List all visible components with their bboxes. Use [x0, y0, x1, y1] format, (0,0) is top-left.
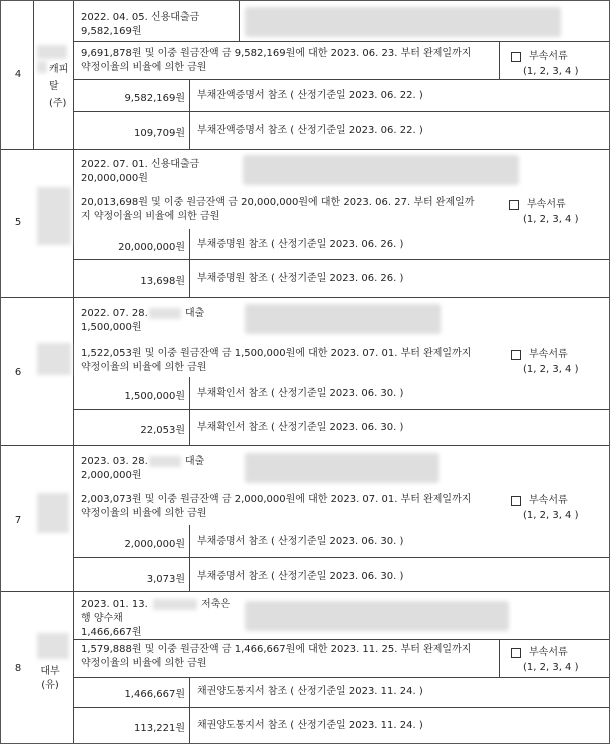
- claim-description: 약정이율의 비율에 의한 금원: [81, 508, 207, 519]
- redacted-creditor: [37, 633, 69, 659]
- principal-reference: 부채증명서 참조 ( 산정기준일 2023. 06. 30. ): [197, 536, 404, 547]
- attachment-items: (1, 2, 3, 4 ): [523, 662, 579, 673]
- claim-description: 지 약정이율의 비율에 의한 금원: [81, 211, 220, 222]
- principal-reference: 부채확인서 참조 ( 산정기준일 2023. 06. 30. ): [197, 388, 404, 399]
- attachment-label: 부속서류: [529, 647, 568, 658]
- interest-amount: 22,053원: [140, 425, 185, 436]
- attachment-checkbox[interactable]: [511, 496, 521, 506]
- row-number: 6: [14, 367, 22, 378]
- attachment-label: 부속서류: [529, 495, 568, 506]
- loan-date-type: 2022. 04. 05. 신용대출금: [81, 12, 200, 23]
- attachment-items: (1, 2, 3, 4 ): [523, 510, 579, 521]
- interest-amount: 113,221원: [133, 723, 185, 734]
- redacted-creditor: [37, 343, 71, 375]
- attachment-items: (1, 2, 3, 4 ): [523, 364, 579, 375]
- attachment-items: (1, 2, 3, 4 ): [523, 214, 579, 225]
- claim-description: 20,013,698원 및 이중 원금잔액 금 20,000,000원에 대한 2023. 06. 27. 부터 완제일까: [81, 197, 475, 208]
- attachment-label: 부속서류: [529, 51, 568, 62]
- cell-divider: [499, 639, 500, 677]
- loan-type: 대출: [185, 308, 205, 319]
- cell-divider: [189, 377, 190, 445]
- creditor-name: 대부 (유): [40, 666, 60, 691]
- redacted-creditor: [37, 187, 71, 245]
- cell-divider: [73, 111, 609, 112]
- redacted-info: [245, 453, 439, 483]
- redacted-lender: [149, 308, 181, 319]
- cell-divider: [73, 41, 609, 42]
- row-number: 5: [14, 217, 22, 228]
- attachment-checkbox[interactable]: [511, 52, 521, 62]
- interest-reference: 부채확인서 참조 ( 산정기준일 2023. 06. 30. ): [197, 422, 404, 433]
- redacted-creditor: [37, 45, 67, 59]
- attachment-checkbox[interactable]: [511, 350, 521, 360]
- loan-lender-suffix: 저축은: [201, 599, 230, 610]
- attachment-label: 부속서류: [529, 349, 568, 360]
- creditor-name: 캐피탈(주): [49, 64, 69, 109]
- loan-date-type: 2022. 07. 28.: [81, 308, 148, 319]
- attachment-label: 부속서류: [527, 199, 566, 210]
- redacted-info: [245, 304, 441, 334]
- interest-reference: 부채증명원 참조 ( 산정기준일 2023. 06. 26. ): [197, 273, 404, 284]
- interest-reference: 부채잔액증명서 참조 ( 산정기준일 2023. 06. 22. ): [197, 125, 423, 136]
- loan-type: 대출: [185, 456, 205, 467]
- cell-divider: [73, 409, 609, 410]
- cell-divider: [189, 525, 190, 591]
- cell-divider: [189, 79, 190, 149]
- cell-divider: [73, 677, 609, 678]
- loan-date-type: 2022. 07. 01. 신용대출금: [81, 159, 200, 170]
- claim-description: 약정이율의 비율에 의한 금원: [81, 658, 207, 669]
- cell-divider: [73, 639, 609, 640]
- attachment-items: (1, 2, 3, 4 ): [523, 66, 579, 77]
- loan-amount: 9,582,169원: [81, 26, 142, 37]
- redacted-creditor: [37, 61, 47, 73]
- redacted-info: [245, 7, 561, 37]
- row-number: 8: [14, 663, 22, 674]
- principal-amount: 9,582,169원: [124, 93, 185, 104]
- loan-amount: 1,500,000원: [81, 322, 142, 333]
- row-number: 7: [14, 515, 22, 526]
- claim-description: 1,579,888원 및 이중 원금잔액 금 1,466,667원에 대한 2023. 11. 25. 부터 완제일까지: [81, 644, 472, 655]
- redacted-info: [243, 155, 519, 185]
- cell-divider: [189, 229, 190, 297]
- principal-reference: 채권양도통지서 참조 ( 산정기준일 2023. 11. 24. ): [197, 686, 423, 697]
- redacted-lender: [149, 456, 181, 467]
- claim-description: 9,691,878원 및 이중 원금잔액 금 9,582,169원에 대한 2023. 06. 23. 부터 완제일까지: [81, 48, 472, 59]
- interest-amount: 13,698원: [140, 276, 185, 287]
- principal-amount: 1,500,000원: [124, 391, 185, 402]
- cell-divider: [73, 707, 609, 708]
- principal-reference: 부채잔액증명서 참조 ( 산정기준일 2023. 06. 22. ): [197, 90, 423, 101]
- attachment-checkbox[interactable]: [509, 200, 519, 210]
- interest-amount: 3,073원: [146, 574, 185, 585]
- cell-divider: [189, 677, 190, 743]
- loan-amount: 1,466,667원: [81, 627, 142, 638]
- redacted-info: [245, 601, 509, 631]
- row-number: 4: [14, 69, 22, 80]
- principal-reference: 부채증명원 참조 ( 산정기준일 2023. 06. 26. ): [197, 239, 404, 250]
- claim-description: 1,522,053원 및 이중 원금잔액 금 1,500,000원에 대한 2023. 07. 01. 부터 완제일까지: [81, 348, 472, 359]
- claim-description: 약정이율의 비율에 의한 금원: [81, 362, 207, 373]
- loan-date-type: 2023. 03. 28.: [81, 456, 148, 467]
- attachment-checkbox[interactable]: [511, 648, 521, 658]
- interest-amount: 109,709원: [133, 128, 185, 139]
- claim-description: 약정이율의 비율에 의한 금원: [81, 62, 207, 73]
- interest-reference: 채권양도통지서 참조 ( 산정기준일 2023. 11. 24. ): [197, 720, 423, 731]
- cell-divider: [73, 259, 609, 260]
- cell-divider: [73, 557, 609, 558]
- cell-divider: [499, 41, 500, 79]
- redacted-creditor: [37, 493, 69, 533]
- principal-amount: 20,000,000원: [118, 242, 185, 253]
- redacted-lender: [153, 599, 197, 610]
- cell-divider: [73, 79, 609, 80]
- interest-reference: 부채증명서 참조 ( 산정기준일 2023. 06. 30. ): [197, 571, 404, 582]
- loan-date-type: 2023. 01. 13.: [81, 599, 148, 610]
- principal-amount: 1,466,667원: [124, 689, 185, 700]
- loan-type: 행 양수채: [81, 613, 123, 624]
- claim-description: 2,003,073원 및 이중 원금잔액 금 2,000,000원에 대한 2023. 07. 01. 부터 완제일까지: [81, 494, 472, 505]
- principal-amount: 2,000,000원: [124, 539, 185, 550]
- loan-amount: 20,000,000원: [81, 173, 148, 184]
- loan-amount: 2,000,000원: [81, 470, 142, 481]
- cell-divider: [239, 1, 240, 41]
